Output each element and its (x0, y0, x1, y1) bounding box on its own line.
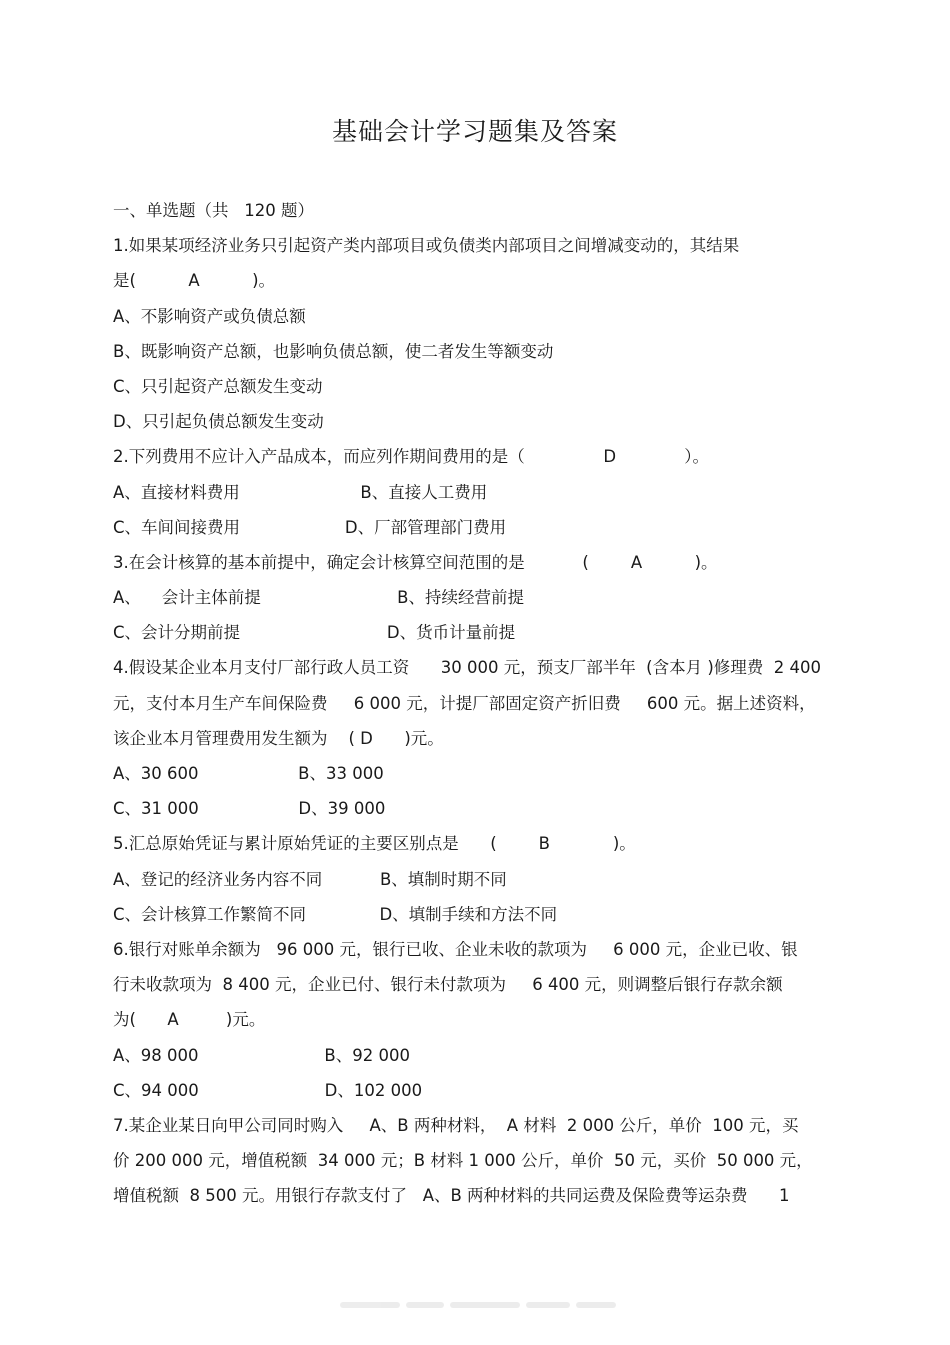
text-line-14: 元，支付本月生产车间保险费 6 000 元，计提厂部固定资产折旧费 600 元。据上述资料， (113, 693, 816, 713)
text-line-2: 是( A )。 (113, 271, 276, 291)
text-line-23: 为( A )元。 (113, 1010, 266, 1030)
text-line-5: C、只引起资产总额发生变动 (113, 376, 323, 396)
text-line-26: 7.某企业某日向甲公司同时购入 A、B 两种材料， A 材料 2 000 公斤，单价 100 元，买 (113, 1115, 799, 1135)
text-line-4: B、既影响资产总额，也影响负债总额，使二者发生等额变动 (113, 341, 554, 361)
text-line-16: A、30 600 B、33 000 (113, 764, 384, 783)
text-line-12: C、会计分期前提 D、货币计量前提 (113, 623, 516, 643)
text-line-18: 5.汇总原始凭证与累计原始凭证的主要区别点是 ( B )。 (113, 834, 636, 854)
document-title: 基础会计学习题集及答案 (331, 117, 618, 146)
footer-watermark-smudge (340, 1302, 620, 1312)
text-line-15: 该企业本月管理费用发生额为 ( D )元。 (113, 728, 444, 748)
section-heading: 一、单选题（共 120 题） (113, 201, 314, 220)
text-line-11: A、 会计主体前提 B、持续经营前提 (113, 588, 524, 608)
text-line-10: 3.在会计核算的基本前提中，确定会计核算空间范围的是 ( A )。 (113, 552, 718, 572)
document-body (113, 193, 843, 1213)
text-line-25: C、94 000 D、102 000 (113, 1080, 423, 1100)
text-line-8: A、直接材料费用 B、直接人工费用 (113, 482, 488, 502)
text-line-27: 价 200 000 元，增值税额 34 000 元；B 材料 1 000 公斤，单价 50 元，买价 50 000 元， (113, 1151, 813, 1171)
text-line-19: A、登记的经济业务内容不同 B、填制时期不同 (113, 869, 507, 889)
text-line-6: D、只引起负债总额发生变动 (113, 412, 324, 432)
text-line-7: 2.下列费用不应计入产品成本，而应列作期间费用的是（ D ）。 (113, 447, 710, 467)
text-line-20: C、会计核算工作繁简不同 D、填制手续和方法不同 (113, 904, 558, 924)
text-line-9: C、车间间接费用 D、厂部管理部门费用 (113, 517, 507, 537)
text-line-24: A、98 000 B、92 000 (113, 1045, 410, 1065)
text-line-22: 行未收款项为 8 400 元，企业已付、银行未付款项为 6 400 元，则调整后银行存款余额 (113, 975, 783, 995)
text-line-28: 增值税额 8 500 元。用银行存款支付了 A、B 两种材料的共同运费及保险费等运杂费 1 (113, 1186, 790, 1206)
text-line-1: 1.如果某项经济业务只引起资产类内部项目或负债类内部项目之间增减变动的，其结果 (113, 236, 740, 256)
text-line-17: C、31 000 D、39 000 (113, 799, 386, 819)
text-line-21: 6.银行对账单余额为 96 000 元，银行已收、企业未收的款项为 6 000 元，企业已收、银 (113, 939, 798, 959)
text-line-3: A、不影响资产或负债总额 (113, 306, 306, 326)
text-line-13: 4.假设某企业本月支付厂部行政人员工资 30 000 元，预支厂部半年 (含本月 )修理费 2 400 (113, 658, 822, 678)
